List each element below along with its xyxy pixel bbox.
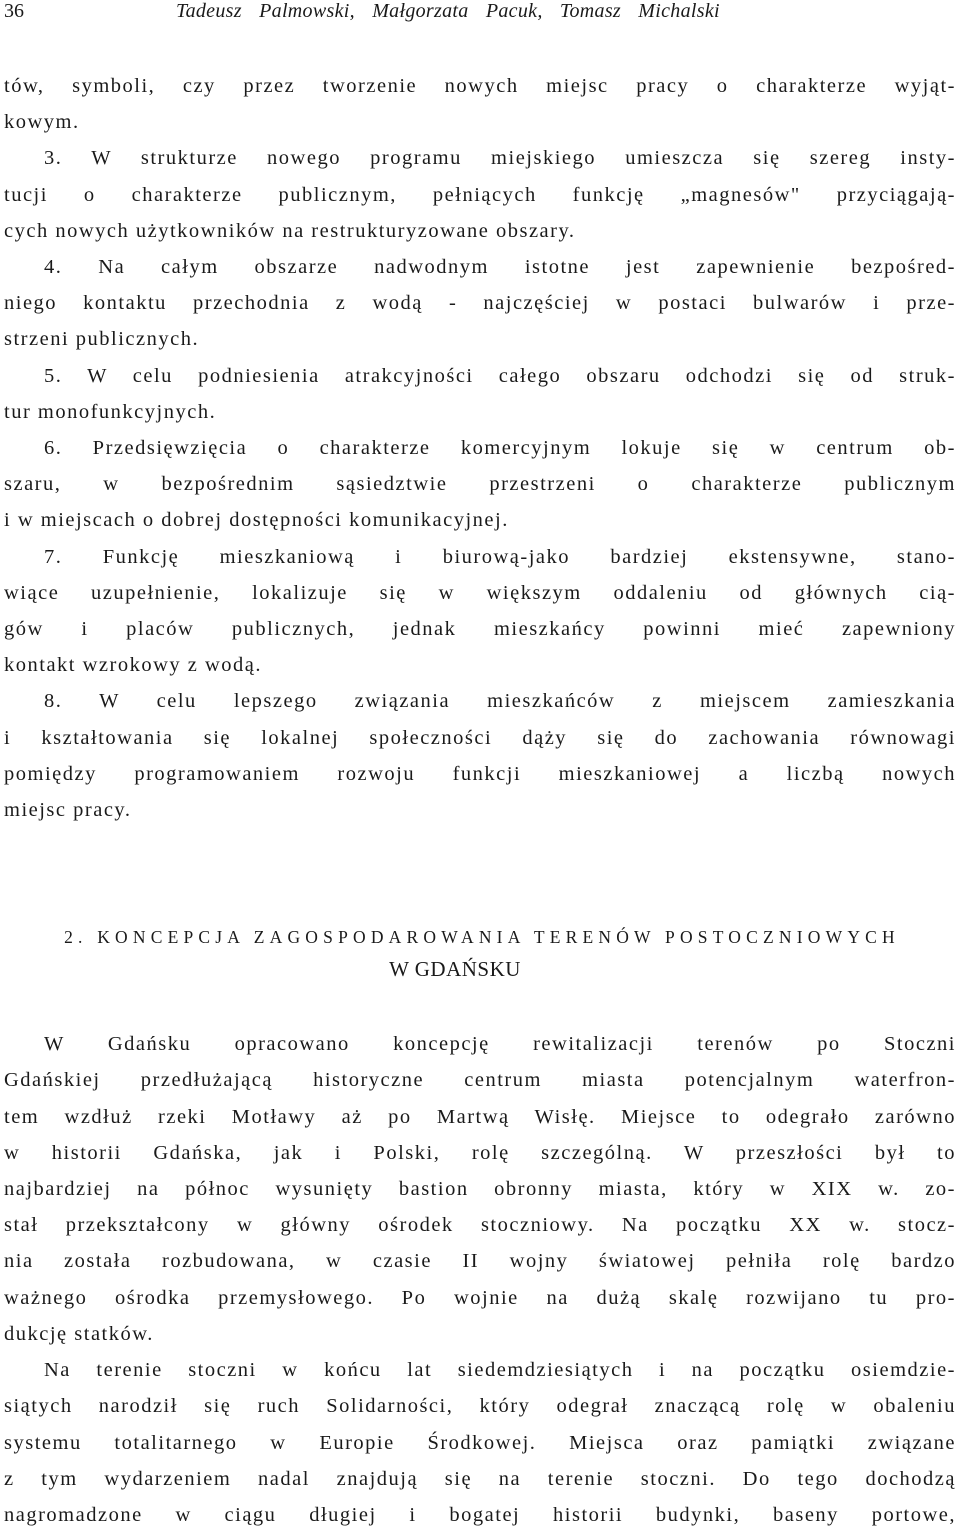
running-head-authors: Tadeusz Palmowski, Małgorzata Pacuk, Tomasz Michalski (176, 0, 720, 22)
text-line: z tym wydarzeniem nadal znajdują się na terenie stoczni. Do tego dochodzą (4, 1467, 956, 1490)
text-line: tur monofunkcyjnych. (4, 400, 217, 423)
text-line: strzeni publicznych. (4, 328, 200, 351)
text-line: i w miejscach o dobrej dostępności komunikacyjnej. (4, 509, 509, 532)
text-line: 6. Przedsięwzięcia o charakterze komercyjnym lokuje się w centrum ob- (44, 437, 956, 460)
page-body (4, 68, 956, 1533)
text-line: nia została rozbudowana, w czasie II wojny światowej pełniła rolę bardzo (4, 1250, 956, 1273)
section-heading-line2: W GDAŃSKU (389, 957, 521, 982)
text-line: gów i placów publicznych, jednak mieszkańcy powinni mieć zapewniony (4, 618, 956, 641)
text-line: miejsc pracy. (4, 799, 132, 822)
text-line: Gdańskiej przedłużającą historyczne centrum miasta potencjalnym waterfron- (4, 1069, 956, 1092)
text-line: ważnego ośrodka przemysłowego. Po wojnie na dużą skalę rozwijano tu pro- (4, 1286, 956, 1309)
text-line: 3. W strukturze nowego programu miejskiego umieszcza się szereg insty- (44, 147, 956, 170)
text-line: w historii Gdańska, jak i Polski, rolę szczególną. W przeszłości był to (4, 1141, 956, 1164)
text-line: siątych narodził się ruch Solidarności, który odegrał znaczącą rolę w obaleniu (4, 1395, 956, 1418)
text-line: dukcję statków. (4, 1322, 154, 1345)
text-line: systemu totalitarnego w Europie Środkowej. Miejsca oraz pamiątki związane (4, 1431, 956, 1454)
text-line: niego kontaktu przechodnia z wodą - najczęściej w postaci bulwarów i prze- (4, 292, 956, 315)
text-line: cych nowych użytkowników na restrukturyzowane obszary. (4, 219, 576, 242)
text-line: pomiędzy programowaniem rozwoju funkcji mieszkaniowej a liczbą nowych (4, 762, 956, 785)
text-line: nagromadzone w ciągu długiej i bogatej historii budynki, baseny portowe, (4, 1503, 956, 1526)
text-line: kowym. (4, 111, 80, 134)
text-line: 7. Funkcję mieszkaniową i biurową-jako bardziej ekstensywne, stano- (44, 545, 956, 568)
page-number: 36 (4, 0, 24, 22)
text-line: szaru, w bezpośrednim sąsiedztwie przestrzeni o charakterze publicznym (4, 473, 956, 496)
text-line: 5. W celu podniesienia atrakcyjności całego obszaru odchodzi się od struk- (44, 364, 956, 387)
text-line: 8. W celu lepszego związania mieszkańców z miejscem zamieszkania (44, 690, 956, 713)
text-line: tem wzdłuż rzeki Motławy aż po Martwą Wisłę. Miejsce to odegrało zarówno (4, 1105, 956, 1128)
section-heading (4, 922, 956, 986)
text-line: tucji o charakterze publicznym, pełniących funkcję „magnesów" przyciągają- (4, 183, 956, 206)
text-line: 4. Na całym obszarze nadwodnym istotne jest zapewnienie bezpośred- (44, 256, 956, 279)
spacer (4, 828, 956, 922)
spacer (4, 986, 956, 1026)
text-line: tów, symboli, czy przez tworzenie nowych miejsc pracy o charakterze wyjąt- (4, 75, 956, 97)
body-paragraphs (4, 1026, 956, 1533)
text-line: kontakt wzrokowy z wodą. (4, 654, 263, 677)
numbered-list (4, 68, 956, 828)
text-line: wiące uzupełnienie, lokalizuje się w większym oddaleniu od głównych cią- (4, 581, 956, 604)
text-line: najbardziej na północ wysunięty bastion obronny miasta, który w XIX w. zo- (4, 1178, 956, 1201)
text-line: i kształtowania się lokalnej społeczności dąży się do zachowania równowagi (4, 726, 956, 749)
text-line: W Gdańsku opracowano koncepcję rewitalizacji terenów po Stoczni (44, 1033, 956, 1056)
section-heading-line1: 2. KONCEPCJA ZAGOSPODAROWANIA TERENÓW POSTOCZNIOWYCH (64, 927, 900, 948)
page-header (4, 0, 956, 30)
text-line: stał przekształcony w główny ośrodek stoczniowy. Na początku XX w. stocz- (4, 1214, 956, 1237)
text-line: Na terenie stoczni w końcu lat siedemdziesiątych i na początku osiemdzie- (44, 1359, 956, 1382)
